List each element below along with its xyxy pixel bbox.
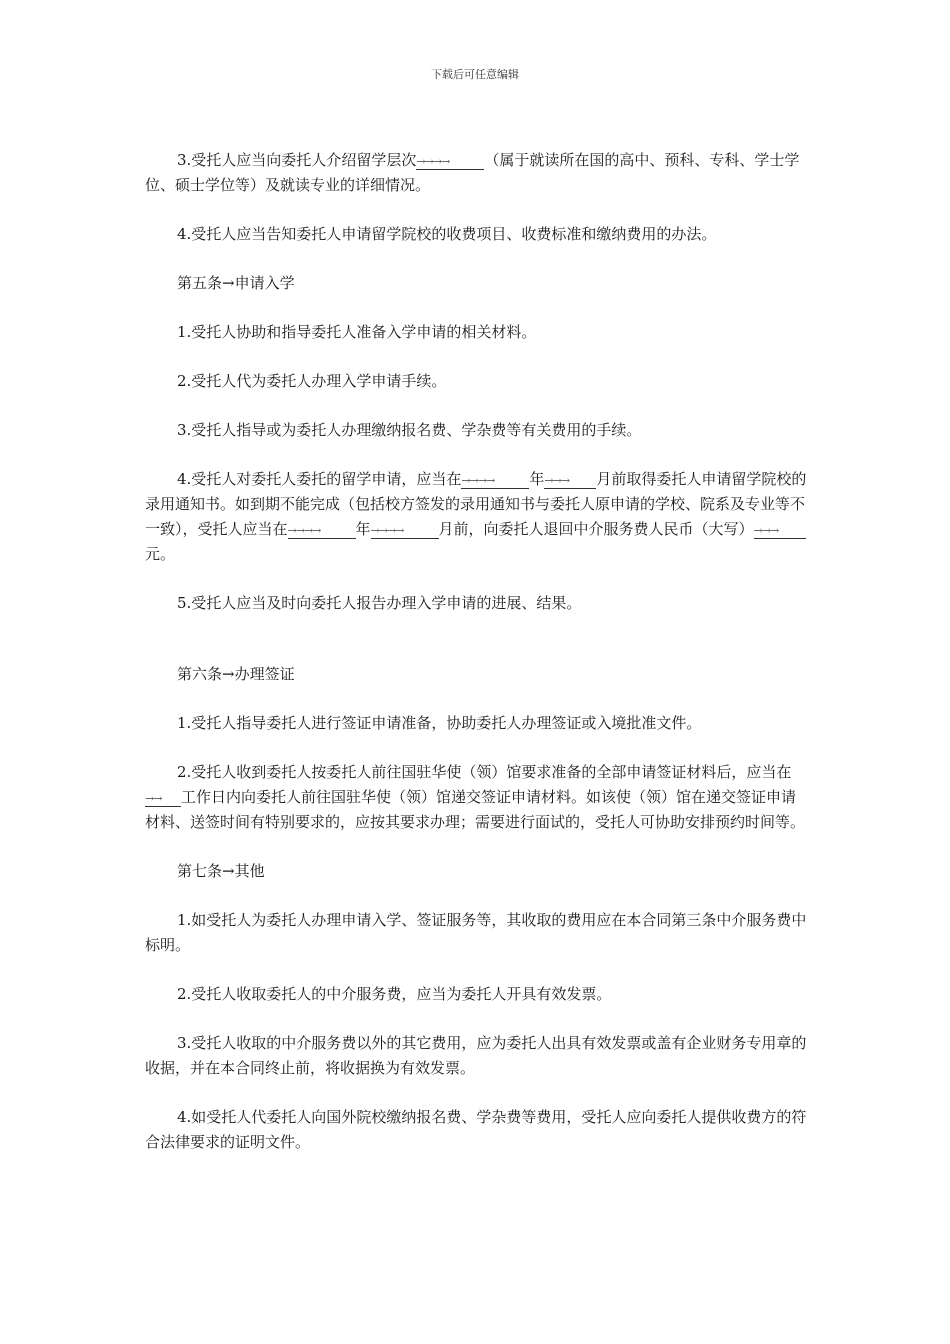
blank-month-2[interactable]: →→→→ <box>371 524 439 539</box>
article-5-heading: 第五条→申请入学 <box>177 274 295 292</box>
clause-5-item-5: 5.受托人应当及时向委托人报告办理入学申请的进展、结果。 <box>177 594 582 612</box>
clause-6-item-2: 2.受托人收到委托人按委托人前往国驻华使（领）馆要求准备的全部申请签证材料后，应当在→→ 工作日内向委托人前往国驻华使（领）馆递交签证申请材料。如该使（领）馆在递交签证申请材料、送签时间有特别要求的，应按其要求办理；需要进行面试的，受托人可协助安排预约时间等。 <box>145 763 806 831</box>
article-6-heading: 第六条→办理签证 <box>177 665 295 683</box>
blank-year-2[interactable]: →→→→ <box>288 524 356 539</box>
clause-5-item-1: 1.受托人协助和指导委托人准备入学申请的相关材料。 <box>177 323 537 341</box>
blank-refund-amount[interactable]: →→→ <box>754 524 806 539</box>
clause-4-item-3: 3.受托人应当向委托人介绍留学层次→→→→ （属于就读所在国的高中、预科、专科、学士学位、硕士学位等）及就读专业的详细情况。 <box>145 151 800 194</box>
clause-5-item-3: 3.受托人指导或为委托人办理缴纳报名费、学杂费等有关费用的手续。 <box>177 421 642 439</box>
blank-month-1[interactable]: →→→ <box>544 474 596 489</box>
blank-working-days[interactable]: →→ <box>145 792 181 807</box>
blank-year-1[interactable]: →→→→ <box>461 474 529 489</box>
clause-4-item-4: 4.受托人应当告知委托人申请留学院校的收费项目、收费标准和缴纳费用的办法。 <box>177 225 717 243</box>
clause-7-item-1: 1.如受托人为委托人办理申请入学、签证服务等，其收取的费用应在本合同第三条中介服务费中标明。 <box>145 911 807 954</box>
article-7-heading: 第七条→其他 <box>177 862 265 880</box>
page-header: 下载后可任意编辑 <box>431 68 519 81</box>
clause-7-item-3: 3.受托人收取的中介服务费以外的其它费用，应为委托人出具有效发票或盖有企业财务专用章的收据，并在本合同终止前，将收据换为有效发票。 <box>145 1034 807 1077</box>
clause-7-item-4: 4.如受托人代委托人向国外院校缴纳报名费、学杂费等费用，受托人应向委托人提供收费方的符合法律要求的证明文件。 <box>145 1108 807 1151</box>
blank-study-level[interactable]: →→→→ <box>416 155 484 170</box>
clause-7-item-2: 2.受托人收取委托人的中介服务费，应当为委托人开具有效发票。 <box>177 985 612 1003</box>
clause-6-item-1: 1.受托人指导委托人进行签证申请准备，协助委托人办理签证或入境批准文件。 <box>177 714 702 732</box>
clause-5-item-2: 2.受托人代为委托人办理入学申请手续。 <box>177 372 447 390</box>
document-body <box>145 148 807 1155</box>
clause-5-item-4: 4.受托人对委托人委托的留学申请，应当在→→→→ 年→→→ 月前取得委托人申请留学院校的录用通知书。如到期不能完成（包括校方签发的录用通知书与委托人原申请的学校、院系及专业等不一致），受托人应当在→→→→ 年→→→→ 月前，向委托人退回中介服务费人民币（大写）→→→元。 <box>145 470 807 563</box>
